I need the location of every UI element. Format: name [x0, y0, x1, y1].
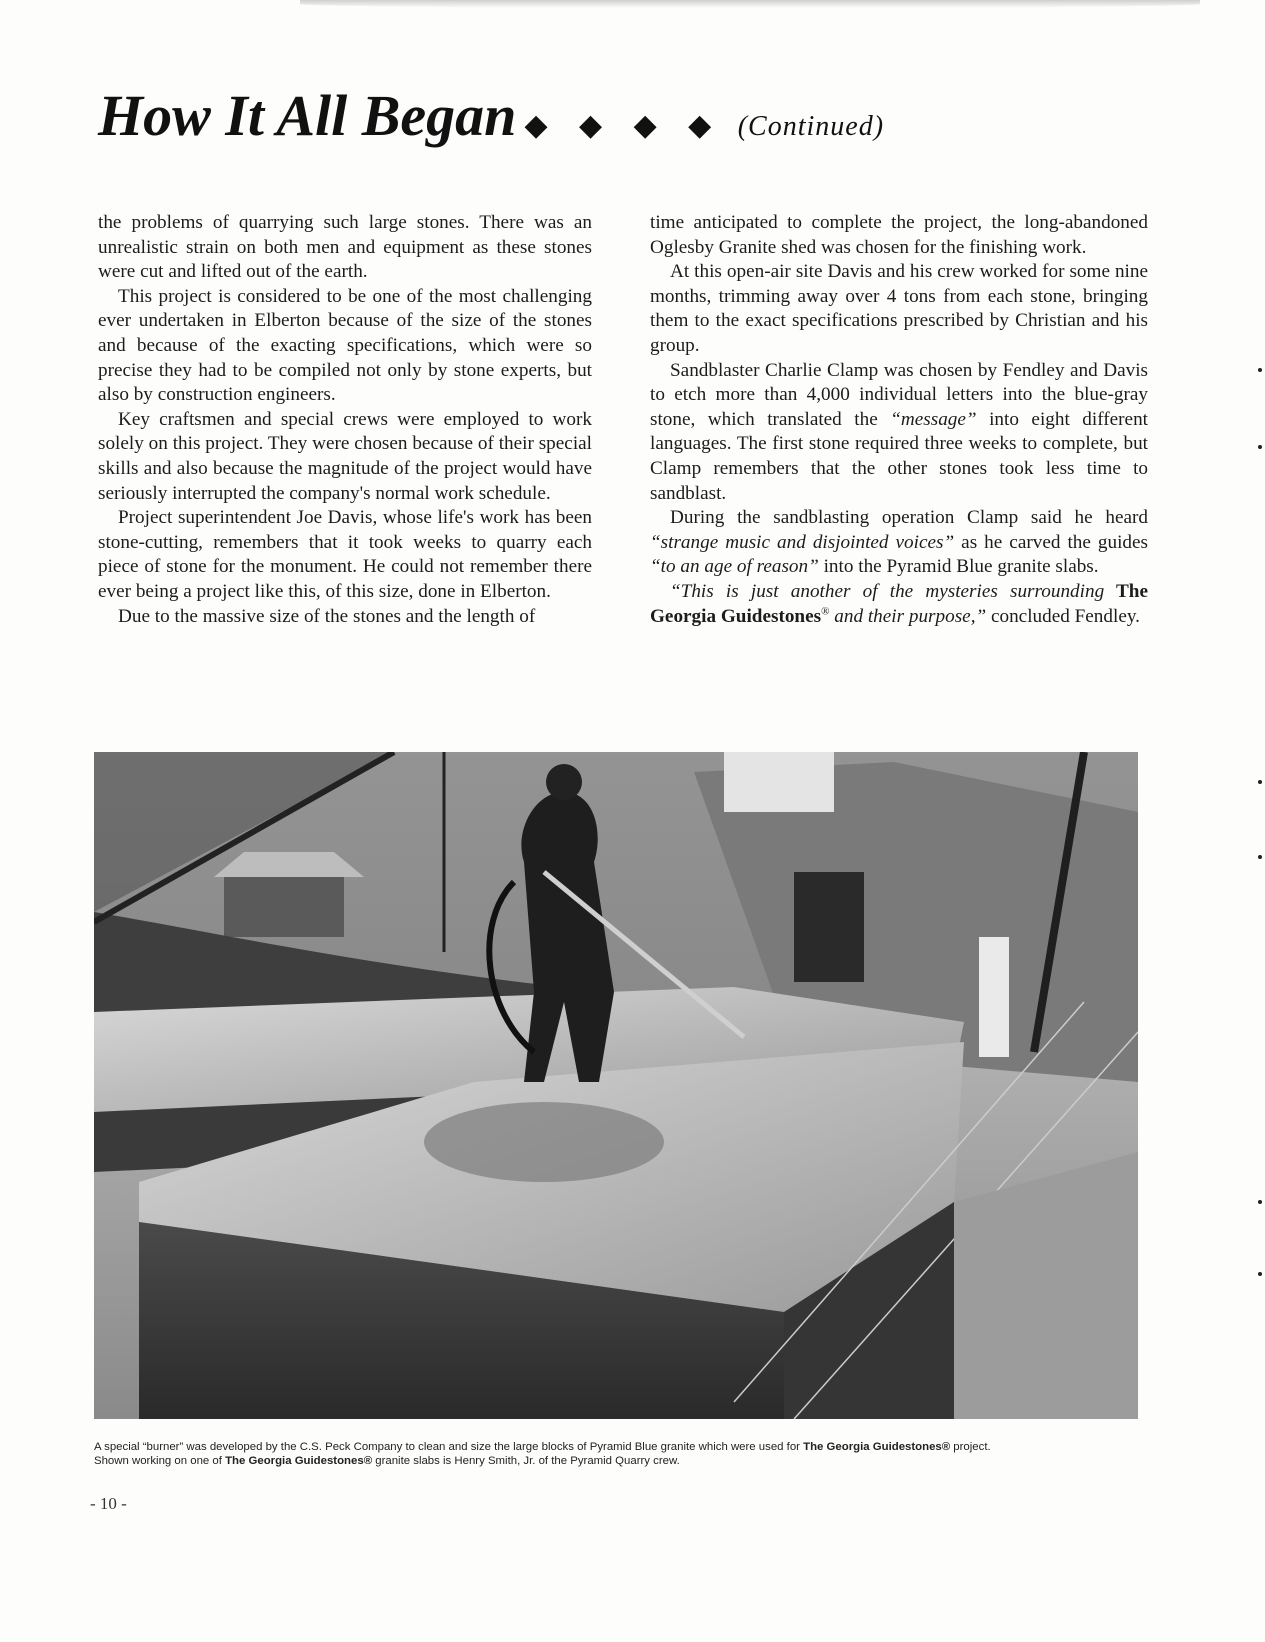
right-column — [650, 211, 1148, 629]
quote-age-of-reason: “to an age of reason” — [650, 556, 819, 578]
closing-quote: “This is just another of the mysteries surrounding — [670, 580, 1105, 602]
paragraph — [650, 580, 1148, 629]
text: Sandblaster Charlie Clamp was chosen by Fendley and Davis to etch more than 4,000 individual letters into the blue-gray stone, which translated the — [650, 359, 1148, 430]
binding-mark — [1258, 1200, 1262, 1204]
paragraph: This project is considered to be one of the most challenging ever undertaken in Elberton because of the size of the stones and because of the exacting specifications, which were so precise they had to be compiled not only by stone experts, but also by construction engineers. — [98, 285, 592, 406]
closing-quote-end: and their purpose,” — [829, 605, 987, 627]
binding-mark — [1258, 855, 1262, 859]
page-number: - 10 - — [90, 1494, 127, 1513]
quote-strange-music: “strange music and disjointed voices” — [650, 531, 955, 553]
guidestones-name: The Georgia Guidestones — [650, 580, 1148, 627]
water-reflection — [424, 1102, 664, 1182]
binding-mark — [1258, 368, 1262, 372]
text: as he carved the guides — [954, 531, 1148, 553]
caption-line-1 — [94, 1440, 1194, 1454]
title-continued: (Continued) — [737, 111, 885, 142]
white-pipe — [979, 937, 1009, 1057]
quarry-photo-illustration — [94, 752, 1138, 1419]
paragraph: time anticipated to complete the project, the long-abandoned Oglesby Granite shed was chosen for the finishing work. — [650, 212, 1148, 258]
page-title — [98, 82, 884, 149]
house — [724, 752, 834, 812]
paragraph — [650, 359, 1148, 507]
text: During the sandblasting operation Clamp said he heard — [670, 507, 1148, 529]
caption-line-2 — [94, 1454, 1194, 1468]
text: concluded Fendley. — [986, 605, 1140, 627]
title-text: How It All Began — [98, 83, 517, 148]
shed — [224, 877, 344, 937]
quote-message: “message” — [890, 408, 977, 430]
paragraph: Due to the massive size of the stones and the length of — [118, 605, 536, 627]
caption-bold: The Georgia Guidestones® — [803, 1441, 951, 1453]
binding-mark — [1258, 445, 1262, 449]
paragraph: Project superintendent Joe Davis, whose life's work has been stone-cutting, remembers that it took weeks to quarry each piece of stone for the monument. He could not remember there ever being a project like this, of this size, done in Elberton. — [98, 507, 592, 602]
text: project. — [950, 1441, 991, 1453]
text: A special “burner” was developed by the C.S. Peck Company to clean and size the large blocks of Pyramid Blue granite which were used for — [94, 1441, 804, 1453]
paragraph: Key craftsmen and special crews were employed to work solely on this project. They were chosen because of their special skills and also because the magnitude of the project would have seriously interrupted the company's normal work schedule. — [98, 408, 592, 504]
binding-mark — [1258, 780, 1262, 784]
paragraph: At this open-air site Davis and his crew worked for some nine months, trimming away over 4 tons from each stone, bringing them to the exact specifications prescribed by Christian and his group. — [650, 261, 1148, 356]
paragraph: the problems of quarrying such large stones. There was an unrealistic strain on both men and equipment as these stones were cut and lifted out of the earth. — [98, 212, 592, 283]
left-column — [98, 211, 592, 629]
text: into the Pyramid Blue granite slabs. — [818, 556, 1099, 578]
title-ornament-dots: ◆ ◆ ◆ ◆ — [524, 109, 724, 142]
worker-head — [546, 764, 582, 800]
text: granite slabs is Henry Smith, Jr. of the Pyramid Quarry crew. — [372, 1455, 680, 1468]
photo-caption — [94, 1440, 1194, 1468]
binding-mark — [1258, 1272, 1262, 1276]
paragraph — [650, 506, 1148, 580]
text: Shown working on one of — [94, 1455, 226, 1468]
quarry-photo — [94, 752, 1138, 1419]
text: into eight different languages. The first stone required three weeks to complete, but Clamp remembers that the other stones took less time to sandblast. — [650, 408, 1148, 504]
registered-mark: ® — [821, 605, 830, 618]
caption-bold: The Georgia Guidestones® — [225, 1455, 373, 1468]
scan-edge-shadow — [300, 0, 1200, 8]
fence — [794, 872, 864, 982]
